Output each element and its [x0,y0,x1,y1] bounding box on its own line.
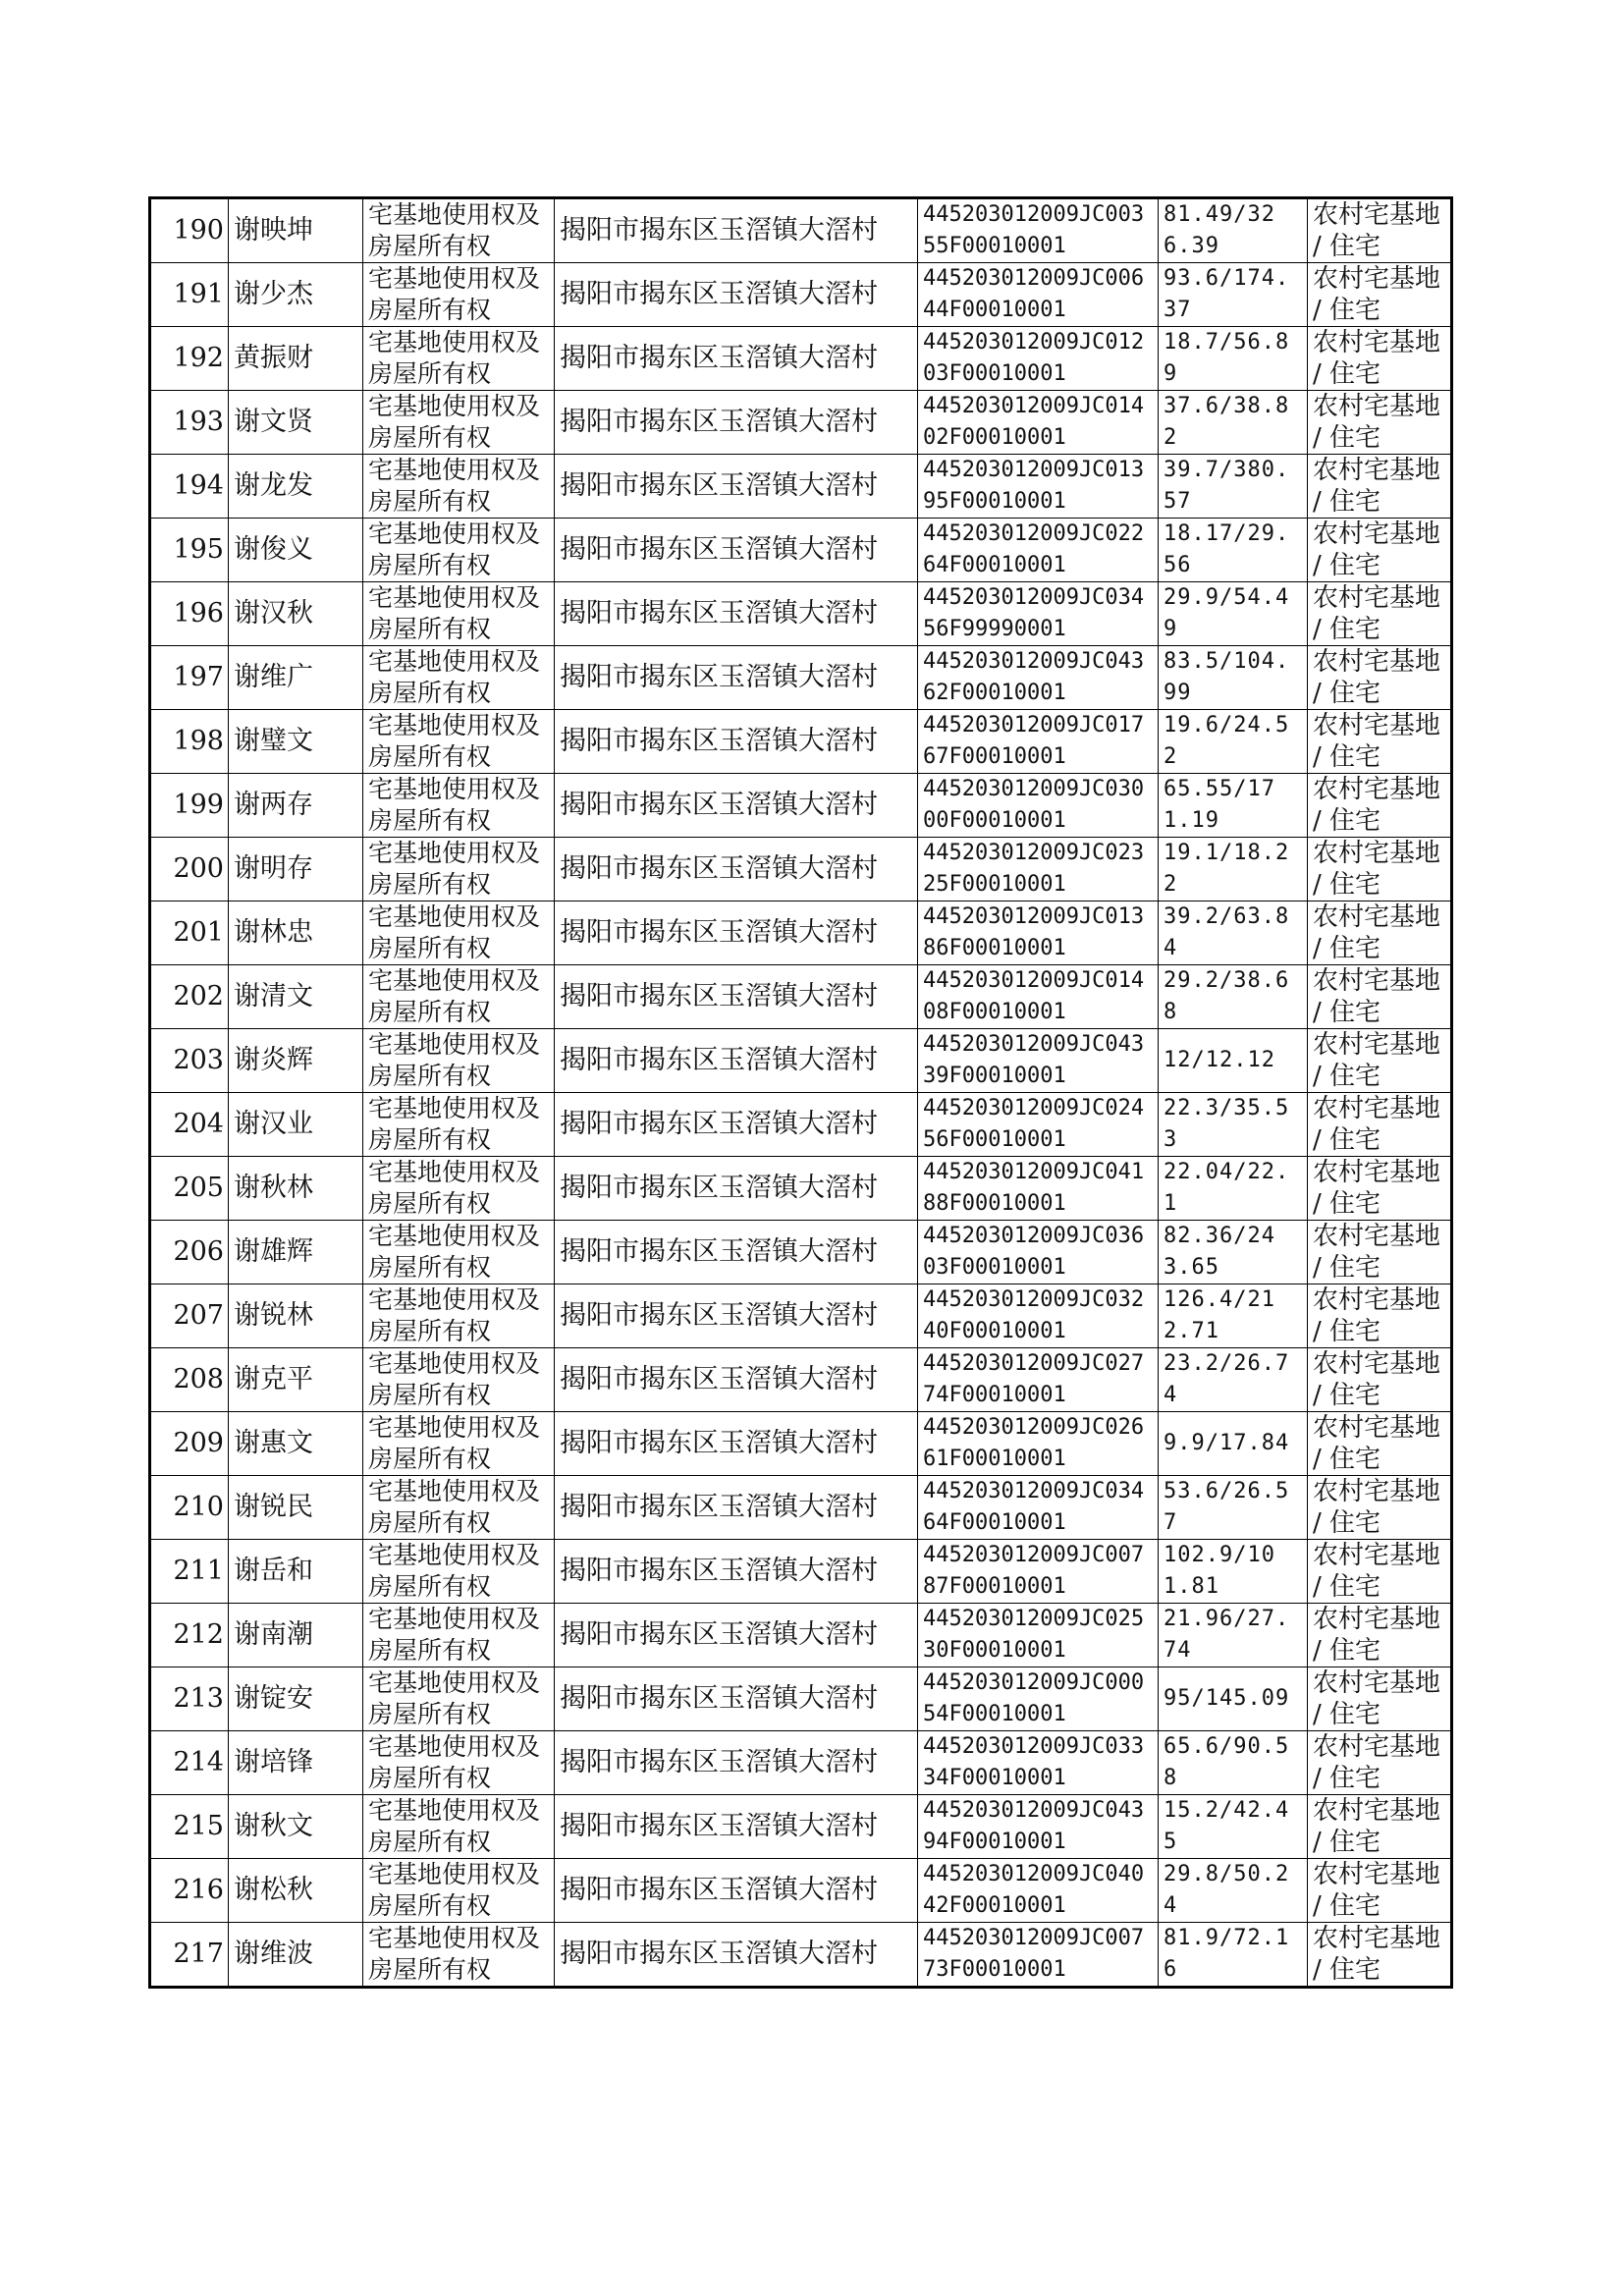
owner-name-cell: 谢俊义 [229,519,363,582]
right-type-cell: 宅基地使用权及房屋所有权 [363,1859,555,1923]
location-cell: 揭阳市揭东区玉滘镇大滘村 [555,519,918,582]
row-number-cell: 207 [150,1284,229,1348]
row-number-cell: 210 [150,1476,229,1540]
area-value-cell: 93.6/174.37 [1159,263,1308,327]
owner-name-cell: 谢锭安 [229,1667,363,1731]
table-row [150,902,1452,965]
owner-name-cell: 谢培锋 [229,1731,363,1795]
table-row [150,1540,1452,1604]
right-type-cell: 宅基地使用权及房屋所有权 [363,1284,555,1348]
right-type-cell: 宅基地使用权及房屋所有权 [363,1795,555,1859]
owner-name-cell: 谢岳和 [229,1540,363,1604]
land-use-cell: 农村宅基地 / 住宅 [1308,1093,1452,1157]
property-rights-table [148,196,1453,1989]
certificate-number-cell: 445203012009JC04394F00010001 [918,1795,1159,1859]
certificate-number-cell: 445203012009JC03000F00010001 [918,774,1159,838]
area-value-cell: 15.2/42.45 [1159,1795,1308,1859]
certificate-number-cell: 445203012009JC00787F00010001 [918,1540,1159,1604]
table-row [150,1795,1452,1859]
owner-name-cell: 谢克平 [229,1348,363,1412]
land-use-cell: 农村宅基地 / 住宅 [1308,965,1452,1029]
owner-name-cell: 谢林忠 [229,902,363,965]
right-type-cell: 宅基地使用权及房屋所有权 [363,1412,555,1476]
location-cell: 揭阳市揭东区玉滘镇大滘村 [555,1795,918,1859]
owner-name-cell: 谢炎辉 [229,1029,363,1093]
area-value-cell: 22.3/35.53 [1159,1093,1308,1157]
row-number-cell: 190 [150,198,229,263]
row-number-cell: 204 [150,1093,229,1157]
certificate-number-cell: 445203012009JC03456F99990001 [918,582,1159,646]
owner-name-cell: 谢维广 [229,646,363,710]
right-type-cell: 宅基地使用权及房屋所有权 [363,1731,555,1795]
certificate-number-cell: 445203012009JC04188F00010001 [918,1157,1159,1221]
table-row [150,838,1452,902]
right-type-cell: 宅基地使用权及房屋所有权 [363,1221,555,1284]
owner-name-cell: 谢秋林 [229,1157,363,1221]
row-number-cell: 203 [150,1029,229,1093]
location-cell: 揭阳市揭东区玉滘镇大滘村 [555,710,918,774]
certificate-number-cell: 445203012009JC00773F00010001 [918,1923,1159,1988]
owner-name-cell: 谢明存 [229,838,363,902]
certificate-number-cell: 445203012009JC03464F00010001 [918,1476,1159,1540]
location-cell: 揭阳市揭东区玉滘镇大滘村 [555,1029,918,1093]
row-number-cell: 202 [150,965,229,1029]
row-number-cell: 208 [150,1348,229,1412]
row-number-cell: 198 [150,710,229,774]
location-cell: 揭阳市揭东区玉滘镇大滘村 [555,1731,918,1795]
right-type-cell: 宅基地使用权及房屋所有权 [363,1540,555,1604]
location-cell: 揭阳市揭东区玉滘镇大滘村 [555,838,918,902]
location-cell: 揭阳市揭东区玉滘镇大滘村 [555,1604,918,1667]
right-type-cell: 宅基地使用权及房屋所有权 [363,519,555,582]
certificate-number-cell: 445203012009JC00355F00010001 [918,198,1159,263]
area-value-cell: 81.9/72.16 [1159,1923,1308,1988]
area-value-cell: 23.2/26.74 [1159,1348,1308,1412]
location-cell: 揭阳市揭东区玉滘镇大滘村 [555,1476,918,1540]
certificate-number-cell: 445203012009JC04362F00010001 [918,646,1159,710]
certificate-number-cell: 445203012009JC01395F00010001 [918,455,1159,519]
row-number-cell: 194 [150,455,229,519]
table-row [150,965,1452,1029]
right-type-cell: 宅基地使用权及房屋所有权 [363,1029,555,1093]
row-number-cell: 215 [150,1795,229,1859]
row-number-cell: 213 [150,1667,229,1731]
area-value-cell: 65.6/90.58 [1159,1731,1308,1795]
land-use-cell: 农村宅基地 / 住宅 [1308,838,1452,902]
certificate-number-cell: 445203012009JC02456F00010001 [918,1093,1159,1157]
certificate-number-cell: 445203012009JC04339F00010001 [918,1029,1159,1093]
table-row [150,455,1452,519]
location-cell: 揭阳市揭东区玉滘镇大滘村 [555,774,918,838]
row-number-cell: 214 [150,1731,229,1795]
location-cell: 揭阳市揭东区玉滘镇大滘村 [555,1859,918,1923]
right-type-cell: 宅基地使用权及房屋所有权 [363,1476,555,1540]
area-value-cell: 126.4/212.71 [1159,1284,1308,1348]
row-number-cell: 193 [150,391,229,455]
area-value-cell: 102.9/101.81 [1159,1540,1308,1604]
certificate-number-cell: 445203012009JC01402F00010001 [918,391,1159,455]
table-row [150,646,1452,710]
table-row [150,1859,1452,1923]
table-row [150,1221,1452,1284]
right-type-cell: 宅基地使用权及房屋所有权 [363,646,555,710]
certificate-number-cell: 445203012009JC02661F00010001 [918,1412,1159,1476]
row-number-cell: 205 [150,1157,229,1221]
row-number-cell: 206 [150,1221,229,1284]
area-value-cell: 12/12.12 [1159,1029,1308,1093]
owner-name-cell: 谢惠文 [229,1412,363,1476]
right-type-cell: 宅基地使用权及房屋所有权 [363,1348,555,1412]
owner-name-cell: 谢汉业 [229,1093,363,1157]
table-row [150,710,1452,774]
right-type-cell: 宅基地使用权及房屋所有权 [363,710,555,774]
certificate-number-cell: 445203012009JC03334F00010001 [918,1731,1159,1795]
land-use-cell: 农村宅基地 / 住宅 [1308,519,1452,582]
land-use-cell: 农村宅基地 / 住宅 [1308,1923,1452,1988]
area-value-cell: 83.5/104.99 [1159,646,1308,710]
land-use-cell: 农村宅基地 / 住宅 [1308,902,1452,965]
table-row [150,1348,1452,1412]
area-value-cell: 18.7/56.89 [1159,327,1308,391]
owner-name-cell: 谢锐林 [229,1284,363,1348]
land-use-cell: 农村宅基地 / 住宅 [1308,582,1452,646]
certificate-number-cell: 445203012009JC02325F00010001 [918,838,1159,902]
area-value-cell: 81.49/326.39 [1159,198,1308,263]
table-row [150,198,1452,263]
certificate-number-cell: 445203012009JC02264F00010001 [918,519,1159,582]
table-row [150,1284,1452,1348]
location-cell: 揭阳市揭东区玉滘镇大滘村 [555,198,918,263]
right-type-cell: 宅基地使用权及房屋所有权 [363,391,555,455]
row-number-cell: 191 [150,263,229,327]
table-row [150,1604,1452,1667]
certificate-number-cell: 445203012009JC01767F00010001 [918,710,1159,774]
location-cell: 揭阳市揭东区玉滘镇大滘村 [555,455,918,519]
area-value-cell: 29.8/50.24 [1159,1859,1308,1923]
location-cell: 揭阳市揭东区玉滘镇大滘村 [555,1667,918,1731]
land-use-cell: 农村宅基地 / 住宅 [1308,646,1452,710]
owner-name-cell: 谢雄辉 [229,1221,363,1284]
area-value-cell: 18.17/29.56 [1159,519,1308,582]
owner-name-cell: 谢秋文 [229,1795,363,1859]
table-body [150,198,1452,1988]
land-use-cell: 农村宅基地 / 住宅 [1308,198,1452,263]
right-type-cell: 宅基地使用权及房屋所有权 [363,902,555,965]
right-type-cell: 宅基地使用权及房屋所有权 [363,1923,555,1988]
land-use-cell: 农村宅基地 / 住宅 [1308,1859,1452,1923]
land-use-cell: 农村宅基地 / 住宅 [1308,1412,1452,1476]
owner-name-cell: 谢映坤 [229,198,363,263]
certificate-number-cell: 445203012009JC01386F00010001 [918,902,1159,965]
location-cell: 揭阳市揭东区玉滘镇大滘村 [555,1284,918,1348]
land-use-cell: 农村宅基地 / 住宅 [1308,1604,1452,1667]
table-row [150,327,1452,391]
owner-name-cell: 谢文贤 [229,391,363,455]
location-cell: 揭阳市揭东区玉滘镇大滘村 [555,1540,918,1604]
row-number-cell: 201 [150,902,229,965]
table-row [150,774,1452,838]
certificate-number-cell: 445203012009JC00054F00010001 [918,1667,1159,1731]
land-use-cell: 农村宅基地 / 住宅 [1308,327,1452,391]
right-type-cell: 宅基地使用权及房屋所有权 [363,1157,555,1221]
land-use-cell: 农村宅基地 / 住宅 [1308,455,1452,519]
right-type-cell: 宅基地使用权及房屋所有权 [363,1667,555,1731]
location-cell: 揭阳市揭东区玉滘镇大滘村 [555,1221,918,1284]
right-type-cell: 宅基地使用权及房屋所有权 [363,1604,555,1667]
certificate-number-cell: 445203012009JC00644F00010001 [918,263,1159,327]
owner-name-cell: 谢维波 [229,1923,363,1988]
land-use-cell: 农村宅基地 / 住宅 [1308,1157,1452,1221]
right-type-cell: 宅基地使用权及房屋所有权 [363,774,555,838]
land-use-cell: 农村宅基地 / 住宅 [1308,1795,1452,1859]
owner-name-cell: 谢松秋 [229,1859,363,1923]
owner-name-cell: 谢少杰 [229,263,363,327]
row-number-cell: 199 [150,774,229,838]
owner-name-cell: 谢锐民 [229,1476,363,1540]
location-cell: 揭阳市揭东区玉滘镇大滘村 [555,391,918,455]
area-value-cell: 95/145.09 [1159,1667,1308,1731]
location-cell: 揭阳市揭东区玉滘镇大滘村 [555,263,918,327]
certificate-number-cell: 445203012009JC02530F00010001 [918,1604,1159,1667]
owner-name-cell: 谢南潮 [229,1604,363,1667]
right-type-cell: 宅基地使用权及房屋所有权 [363,838,555,902]
right-type-cell: 宅基地使用权及房屋所有权 [363,1093,555,1157]
row-number-cell: 211 [150,1540,229,1604]
area-value-cell: 22.04/22.1 [1159,1157,1308,1221]
right-type-cell: 宅基地使用权及房屋所有权 [363,965,555,1029]
certificate-number-cell: 445203012009JC03240F00010001 [918,1284,1159,1348]
land-use-cell: 农村宅基地 / 住宅 [1308,263,1452,327]
land-use-cell: 农村宅基地 / 住宅 [1308,710,1452,774]
area-value-cell: 82.36/243.65 [1159,1221,1308,1284]
right-type-cell: 宅基地使用权及房屋所有权 [363,582,555,646]
location-cell: 揭阳市揭东区玉滘镇大滘村 [555,582,918,646]
location-cell: 揭阳市揭东区玉滘镇大滘村 [555,1412,918,1476]
certificate-number-cell: 445203012009JC01408F00010001 [918,965,1159,1029]
area-value-cell: 37.6/38.82 [1159,391,1308,455]
right-type-cell: 宅基地使用权及房屋所有权 [363,327,555,391]
location-cell: 揭阳市揭东区玉滘镇大滘村 [555,1923,918,1988]
area-value-cell: 19.6/24.52 [1159,710,1308,774]
area-value-cell: 65.55/171.19 [1159,774,1308,838]
table-row [150,1667,1452,1731]
area-value-cell: 29.2/38.68 [1159,965,1308,1029]
owner-name-cell: 谢龙发 [229,455,363,519]
table-row [150,1157,1452,1221]
row-number-cell: 217 [150,1923,229,1988]
location-cell: 揭阳市揭东区玉滘镇大滘村 [555,965,918,1029]
location-cell: 揭阳市揭东区玉滘镇大滘村 [555,902,918,965]
land-use-cell: 农村宅基地 / 住宅 [1308,1731,1452,1795]
land-use-cell: 农村宅基地 / 住宅 [1308,1221,1452,1284]
row-number-cell: 212 [150,1604,229,1667]
area-value-cell: 39.7/380.57 [1159,455,1308,519]
land-use-cell: 农村宅基地 / 住宅 [1308,391,1452,455]
owner-name-cell: 谢汉秋 [229,582,363,646]
certificate-number-cell: 445203012009JC01203F00010001 [918,327,1159,391]
table-row [150,1029,1452,1093]
land-use-cell: 农村宅基地 / 住宅 [1308,1348,1452,1412]
table-row [150,1476,1452,1540]
table-row [150,263,1452,327]
owner-name-cell: 谢两存 [229,774,363,838]
row-number-cell: 192 [150,327,229,391]
area-value-cell: 39.2/63.84 [1159,902,1308,965]
row-number-cell: 200 [150,838,229,902]
table-row [150,582,1452,646]
location-cell: 揭阳市揭东区玉滘镇大滘村 [555,1157,918,1221]
right-type-cell: 宅基地使用权及房屋所有权 [363,198,555,263]
table-row [150,1923,1452,1988]
table-row [150,1093,1452,1157]
table-row [150,391,1452,455]
owner-name-cell: 谢璧文 [229,710,363,774]
area-value-cell: 53.6/26.57 [1159,1476,1308,1540]
area-value-cell: 19.1/18.22 [1159,838,1308,902]
owner-name-cell: 谢清文 [229,965,363,1029]
certificate-number-cell: 445203012009JC02774F00010001 [918,1348,1159,1412]
location-cell: 揭阳市揭东区玉滘镇大滘村 [555,1093,918,1157]
table-row [150,1731,1452,1795]
area-value-cell: 21.96/27.74 [1159,1604,1308,1667]
location-cell: 揭阳市揭东区玉滘镇大滘村 [555,646,918,710]
row-number-cell: 196 [150,582,229,646]
right-type-cell: 宅基地使用权及房屋所有权 [363,455,555,519]
land-use-cell: 农村宅基地 / 住宅 [1308,1284,1452,1348]
location-cell: 揭阳市揭东区玉滘镇大滘村 [555,1348,918,1412]
area-value-cell: 29.9/54.49 [1159,582,1308,646]
row-number-cell: 197 [150,646,229,710]
row-number-cell: 216 [150,1859,229,1923]
certificate-number-cell: 445203012009JC04042F00010001 [918,1859,1159,1923]
land-use-cell: 农村宅基地 / 住宅 [1308,1540,1452,1604]
row-number-cell: 195 [150,519,229,582]
owner-name-cell: 黄振财 [229,327,363,391]
table-row [150,519,1452,582]
land-use-cell: 农村宅基地 / 住宅 [1308,774,1452,838]
area-value-cell: 9.9/17.84 [1159,1412,1308,1476]
certificate-number-cell: 445203012009JC03603F00010001 [918,1221,1159,1284]
land-use-cell: 农村宅基地 / 住宅 [1308,1029,1452,1093]
table-row [150,1412,1452,1476]
land-use-cell: 农村宅基地 / 住宅 [1308,1667,1452,1731]
row-number-cell: 209 [150,1412,229,1476]
right-type-cell: 宅基地使用权及房屋所有权 [363,263,555,327]
land-use-cell: 农村宅基地 / 住宅 [1308,1476,1452,1540]
location-cell: 揭阳市揭东区玉滘镇大滘村 [555,327,918,391]
